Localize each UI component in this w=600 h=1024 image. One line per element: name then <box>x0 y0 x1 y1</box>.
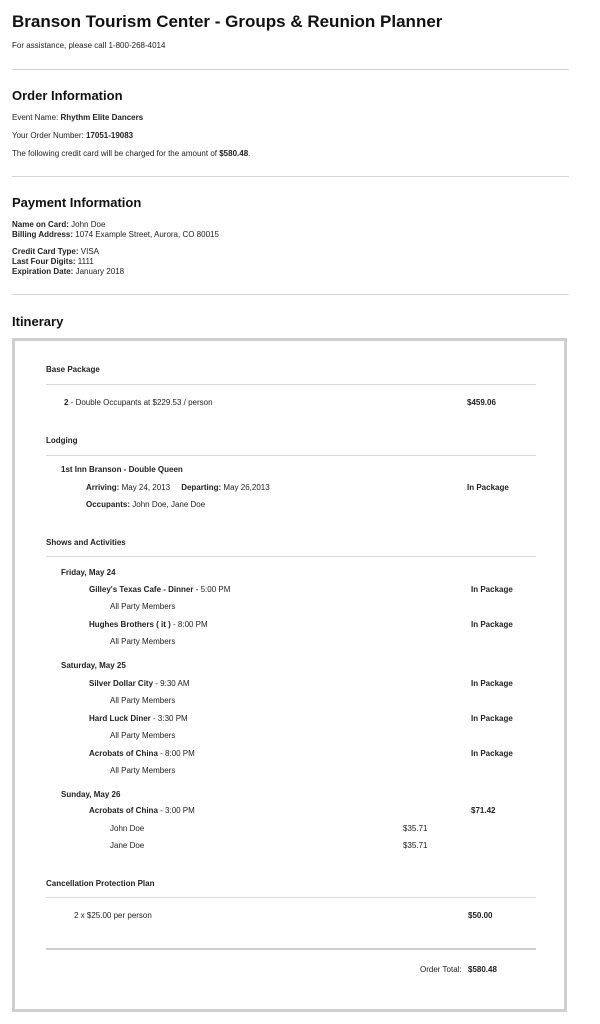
lodging-heading: Lodging <box>46 436 78 445</box>
charge-amount: $580.48 <box>219 149 249 158</box>
show-attendees: All Party Members <box>110 696 176 705</box>
assistance-text: For assistance, please call 1-800-268-4014 <box>12 41 166 50</box>
show-name: Gilley's Texas Cafe - Dinner <box>89 585 194 594</box>
show-attendees: All Party Members <box>110 637 176 646</box>
charge-end: . <box>248 149 251 158</box>
card-type-label: Credit Card Type: <box>12 247 79 256</box>
show-name: Silver Dollar City <box>89 679 154 688</box>
payment-heading: Payment Information <box>12 195 142 210</box>
name-value: John Doe <box>71 220 106 229</box>
show-price: In Package <box>471 620 513 629</box>
lodging-status: In Package <box>467 483 509 492</box>
show-attendees: All Party Members <box>110 602 176 611</box>
dates-line <box>86 483 270 493</box>
show-attendees: All Party Members <box>110 731 176 740</box>
charge-text: The following credit card will be charged for the amount of <box>12 149 217 158</box>
address-label: Billing Address: <box>12 230 74 239</box>
address-value: 1074 Example Street, Aurora, CO 80015 <box>75 230 219 239</box>
show-price: In Package <box>471 714 513 723</box>
show-price: In Package <box>471 585 513 594</box>
base-package-line <box>64 398 213 408</box>
show-name: Hughes Brothers ( it ) <box>89 620 171 629</box>
show-price: In Package <box>471 679 513 688</box>
show-name: Acrobats of China <box>89 806 158 815</box>
section-divider <box>46 897 536 898</box>
show-line <box>89 749 195 759</box>
departing-value: May 26,2013 <box>223 483 270 492</box>
charge-line <box>12 149 250 159</box>
show-price: In Package <box>471 749 513 758</box>
divider <box>12 69 569 70</box>
occupants-value: John Doe, Jane Doe <box>132 500 206 509</box>
show-line <box>89 679 190 689</box>
itinerary-heading: Itinerary <box>12 314 64 329</box>
last-digits-label: Last Four Digits: <box>12 257 76 266</box>
order-heading: Order Information <box>12 88 123 103</box>
show-time: - 5:00 PM <box>193 585 231 594</box>
cancellation-desc: 2 x $25.00 per person <box>74 911 152 920</box>
day-date: Friday, May 24 <box>61 568 116 577</box>
occupants-line <box>86 500 205 510</box>
show-time: - 3:30 PM <box>150 714 188 723</box>
day-date: Sunday, May 26 <box>61 790 121 799</box>
card-type-line <box>12 247 99 257</box>
order-number-value: 17051-19083 <box>85 131 134 140</box>
base-package-heading: Base Package <box>46 365 100 374</box>
cancellation-heading: Cancellation Protection Plan <box>46 879 155 888</box>
hotel-line <box>61 465 183 475</box>
occupants-label: Occupants: <box>86 500 131 509</box>
show-line <box>89 620 208 630</box>
show-line <box>89 714 188 724</box>
departing-label: Departing: <box>181 483 222 492</box>
attendee-name: John Doe <box>110 824 145 833</box>
event-value: Rhythm Elite Dancers <box>60 113 144 122</box>
arriving-value: May 24, 2013 <box>121 483 171 492</box>
show-time: - 8:00 PM <box>157 749 195 758</box>
section-divider <box>46 384 536 385</box>
order-number-label: Your Order Number: <box>12 131 84 140</box>
expiration-value: January 2018 <box>75 267 125 276</box>
cancellation-price: $50.00 <box>468 911 493 920</box>
show-name: Acrobats of China <box>89 749 158 758</box>
show-price: $71.42 <box>471 806 496 815</box>
room-type: - Double Queen <box>121 465 183 474</box>
show-time: - 9:30 AM <box>153 679 190 688</box>
section-divider <box>46 455 536 456</box>
attendee-name: Jane Doe <box>110 841 145 850</box>
divider <box>12 176 569 177</box>
show-name: Hard Luck Diner <box>89 714 151 723</box>
arriving-label: Arriving: <box>86 483 120 492</box>
card-type-value: VISA <box>80 247 99 256</box>
last-digits-line <box>12 257 94 267</box>
show-line <box>89 585 230 595</box>
event-line <box>12 113 143 123</box>
base-price: $459.06 <box>467 398 496 407</box>
expiration-label: Expiration Date: <box>12 267 74 276</box>
show-time: - 8:00 PM <box>170 620 208 629</box>
total-label: Order Total: <box>420 965 462 974</box>
attendee-amount: $35.71 <box>403 841 428 850</box>
divider <box>12 294 569 295</box>
show-attendees: All Party Members <box>110 766 176 775</box>
attendee-amount: $35.71 <box>403 824 428 833</box>
order-number-line <box>12 131 133 141</box>
address-line <box>12 230 219 240</box>
event-label: Event Name: <box>12 113 59 122</box>
last-digits-value: 1111 <box>77 257 94 266</box>
day-date: Saturday, May 25 <box>61 661 126 670</box>
name-line <box>12 220 105 230</box>
section-divider <box>46 556 536 557</box>
expiration-line <box>12 267 124 277</box>
total-divider <box>46 948 536 950</box>
base-desc: - Double Occupants at $229.53 / person <box>68 398 213 407</box>
shows-heading: Shows and Activities <box>46 538 126 547</box>
total-value: $580.48 <box>468 965 497 974</box>
show-line <box>89 806 195 816</box>
page-title: Branson Tourism Center - Groups & Reunion Planner <box>12 12 443 31</box>
base-qty: 2 <box>64 398 69 407</box>
hotel-name: 1st Inn Branson <box>61 465 122 474</box>
name-label: Name on Card: <box>12 220 69 229</box>
show-time: - 3:00 PM <box>157 806 195 815</box>
